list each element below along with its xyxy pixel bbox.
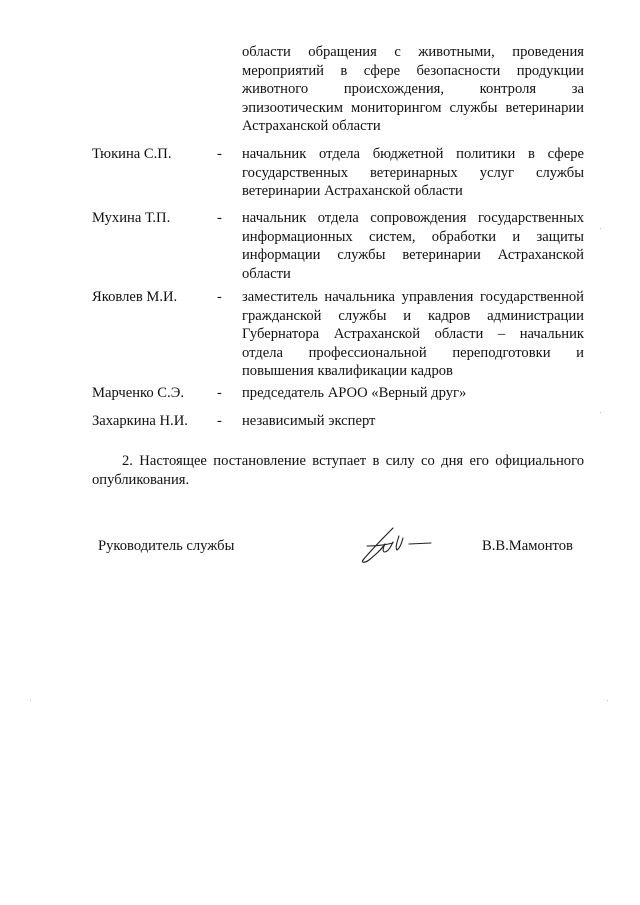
- member-dash: -: [217, 385, 222, 401]
- member-dash: -: [217, 210, 222, 226]
- member-name: Марченко С.Э.: [92, 385, 184, 401]
- member-name: Тюкина С.П.: [92, 146, 172, 162]
- scan-speck: [600, 412, 601, 413]
- signatory-name: В.В.Мамонтов: [482, 538, 573, 554]
- member-dash: -: [217, 289, 222, 305]
- member-dash: -: [217, 146, 222, 162]
- member-name: Мухина Т.П.: [92, 210, 171, 226]
- member-description: начальник отдела бюджетной политики в сфере государственных ветеринарных услуг службы ветеринарии Астраханской области: [242, 146, 584, 200]
- scan-speck: [30, 700, 31, 701]
- member-description: начальник отдела сопровождения государственных информационных систем, обработки и защиты информации службы ветеринарии Астраханской области: [242, 210, 584, 282]
- member-description: заместитель начальника управления государственной гражданской службы и кадров администрации Губернатора Астраханской области – начальник отдела профессиональной переподготовки и повышения квалификации кадров: [242, 289, 584, 380]
- member-name: Захаркина Н.И.: [92, 413, 188, 429]
- effective-date-paragraph: 2. Настоящее постановление вступает в силу со дня его официального опубликования.: [92, 453, 584, 488]
- scan-speck: [600, 228, 601, 229]
- scan-speck: [607, 700, 608, 701]
- member-description-continuation: области обращения с животными, проведения мероприятий в сфере безопасности продукции животного происхождения, контроля за эпизоотическим мониторингом службы ветеринарии Астраханской области: [242, 44, 584, 135]
- signatory-title: Руководитель службы: [98, 538, 235, 554]
- member-description: независимый эксперт: [242, 413, 376, 429]
- member-dash: -: [217, 413, 222, 429]
- member-description: председатель АРОО «Верный друг»: [242, 385, 467, 401]
- member-name: Яковлев М.И.: [92, 289, 178, 305]
- handwritten-signature: [355, 522, 435, 566]
